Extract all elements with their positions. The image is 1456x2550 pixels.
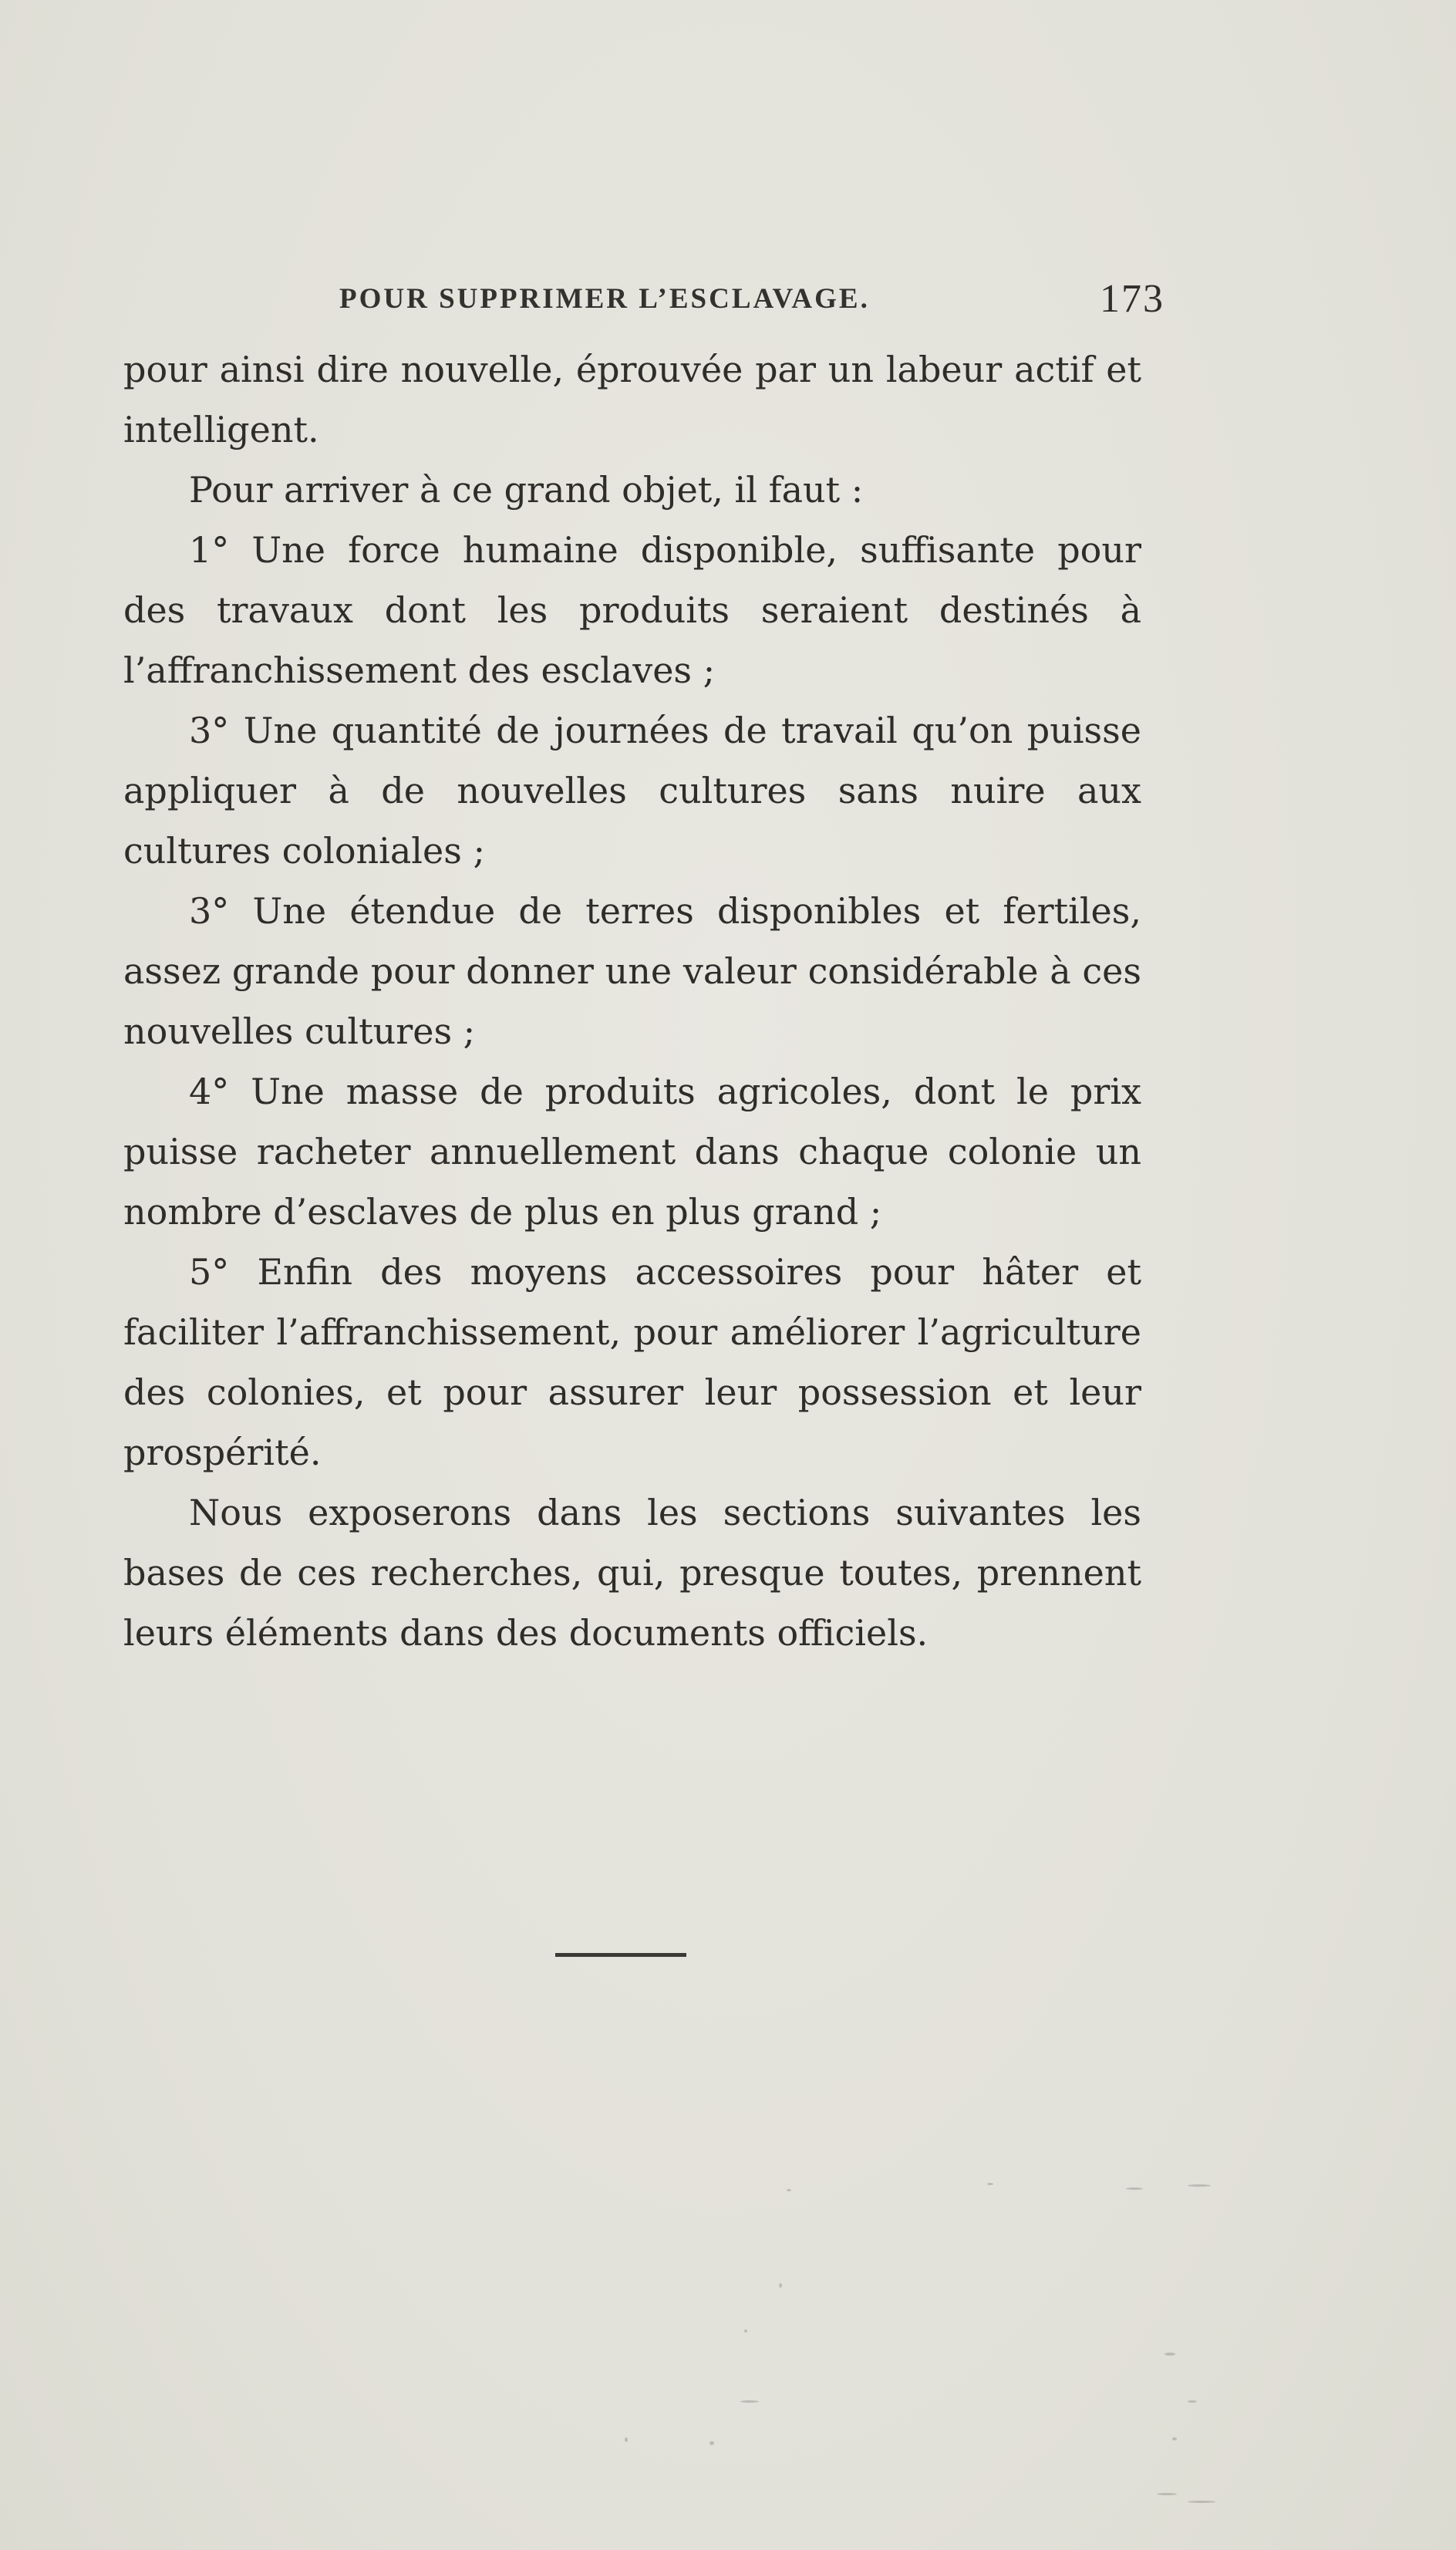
list-item-1: 1° Une force humaine disponible, suffisante pour des travaux dont les produits seraient destinés à l’affranchissement des esclaves ; [123,529,1141,691]
list-item-4: 4° Une masse de produits agricoles, dont le prix puisse racheter annuellement dans chaque colonie un nombre d’esclaves de plus en plus grand ; [123,1071,1141,1233]
section-end-rule [555,1953,686,1957]
paragraph-closing: Nous exposerons dans les sections suivantes les bases de ces recherches, qui, presque toutes, prennent leurs éléments dans des documents officiels. [123,1492,1141,1654]
body-text [123,339,1141,1663]
paper-speckle [1126,2187,1143,2190]
paragraph-continuation: pour ainsi dire nouvelle, éprouvée par un labeur actif et intelligent. [123,349,1141,450]
list-item-5: 5° Enfin des moyens accessoires pour hâter et faciliter l’affranchissement, pour améliorer l’agriculture des colonies, et pour assurer leur possession et leur prospérité. [123,1251,1141,1473]
paper-speckle [744,2329,747,2332]
paper-speckle [1188,2400,1197,2403]
paragraph-intro: Pour arriver à ce grand objet, il faut : [189,469,864,511]
paper-speckle [1188,2501,1215,2503]
running-head-title: POUR SUPPRIMER L’ESCLAVAGE. [339,283,870,315]
paper-speckle [987,2183,993,2185]
list-item-2: 3° Une quantité de journées de travail qu’on puisse appliquer à de nouvelles cultures sans nuire aux cultures coloniales ; [123,710,1141,872]
paper-speckle [1164,2353,1175,2356]
paper-speckle [779,2283,782,2288]
list-item-3: 3° Une étendue de terres disponibles et fertiles, assez grande pour donner une valeur considérable à ces nouvelles cultures ; [123,890,1141,1052]
running-head [339,276,1164,330]
paper-speckle [1157,2493,1177,2495]
paper-speckle [787,2189,791,2191]
paper-speckle [1188,2184,1211,2187]
paper-speckle [625,2437,628,2442]
page-number: 173 [1100,277,1164,321]
paper-speckle [1172,2437,1177,2440]
paper-speckle [740,2400,759,2403]
paper-speckle [709,2441,714,2445]
